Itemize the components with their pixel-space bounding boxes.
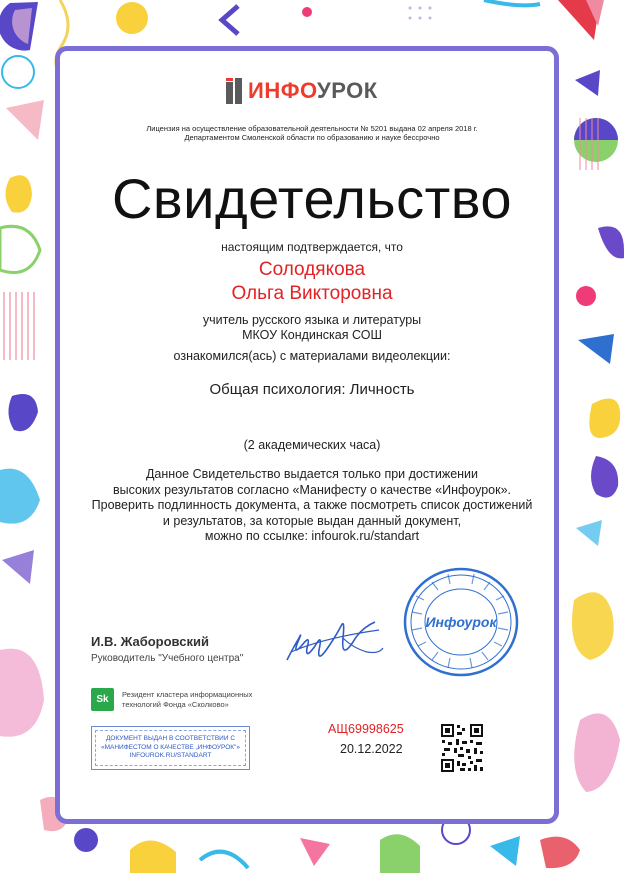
course-title: Общая психология: Личность [209,381,415,398]
position-line: учитель русского языка и литературы [202,313,422,327]
description-line: можно по ссылке: infourok.ru/standart [204,529,420,543]
license-text [80,124,544,142]
school-line: МКОУ Кондинская СОШ [242,328,382,342]
manifest-link: INFOUROK.RU/STANDART [129,752,212,759]
description-line: высоких результатов согласно «Манифесту о качестве «Инфоурок». [113,482,511,497]
signer-role: Руководитель "Учебного центра" [91,653,244,664]
official-stamp [402,566,520,678]
logo-suffix: УРОК [317,78,378,103]
recipient-position [55,313,569,343]
document-date: 20.12.2022 [340,742,403,756]
intro-text: ознакомился(ась) с материалами видеолекции: [173,349,451,363]
recipient-surname: Солодякова [258,259,366,280]
recipient-name [55,258,569,306]
license-line: Департаментом Смоленской области по образованию и науке бессрочно [184,133,440,142]
course-hours: (2 академических часа) [243,438,381,452]
logo-prefix: ИНФО [248,78,318,103]
skolkovo-line: технологий Фонда «Сколково» [122,700,229,709]
description-line: Проверить подлинность документа, а также посмотреть список достижений [91,498,533,512]
infourok-logo-mark-icon [226,78,244,104]
skolkovo-text [122,690,252,710]
logo-text [248,78,378,104]
description-line: и результатов, за которые выдан данный документ, [162,513,462,528]
manifest-text [92,730,249,761]
confirm-text: настоящим подтверждается, что [221,240,403,254]
qr-code-icon [440,723,484,773]
recipient-given-name: Ольга Викторовна [231,283,393,304]
manifest-line: ДОКУМЕНТ ВЫДАН В СООТВЕТСТВИИ С [105,735,236,742]
certificate-title: Свидетельство [111,167,512,230]
skolkovo-line: Резидент кластера информационных [122,690,253,699]
stamp-center-text: Инфоурок [425,614,497,630]
license-line: Лицензия на осуществление образовательной деятельности № 5201 выдана 02 апреля 2018 г. [146,124,478,133]
infourok-logo [226,76,378,106]
certificate-description [70,467,554,545]
description-line: Данное Свидетельство выдается только при достижении [145,467,479,481]
manifest-line: «МАНИФЕСТОМ О КАЧЕСТВЕ „ИНФОУРОК"» [101,743,240,751]
skolkovo-logo: Sk [91,688,114,711]
manifest-box [91,726,250,770]
signer-name: И.В. Жаборовский [91,634,209,649]
document-id: АЩ69998625 [328,722,404,736]
signature-image [283,608,385,672]
